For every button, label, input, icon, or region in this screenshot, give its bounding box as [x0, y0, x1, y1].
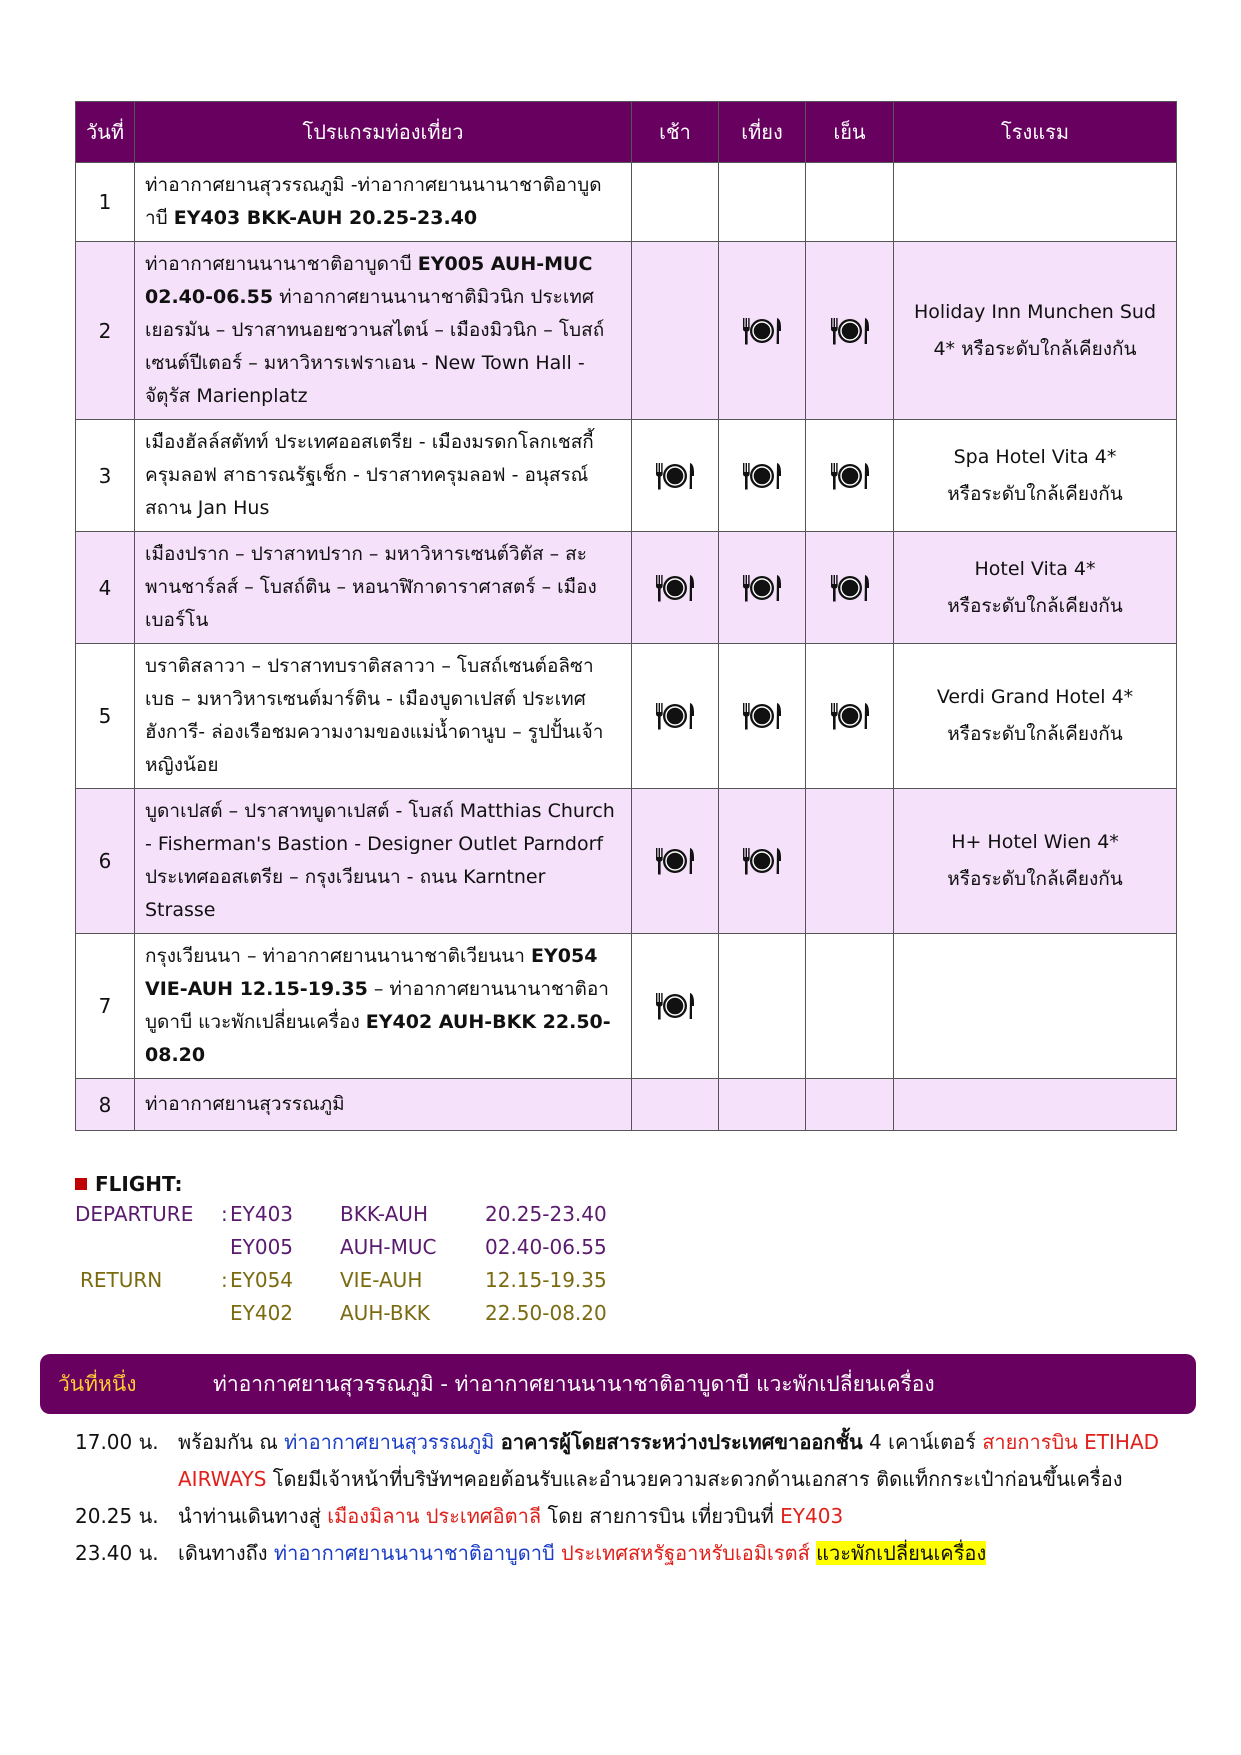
flight-code: EY402	[230, 1301, 294, 1325]
schedule-segment: ท่าอากาศยานนานาชาติอาบูดาบี	[273, 1541, 555, 1565]
schedule-segment: นำท่านเดินทางสู่	[178, 1504, 328, 1528]
hotel-name: H+ Hotel Wien 4*	[951, 831, 1119, 853]
lunch-cell	[719, 934, 806, 1079]
hotel-cell	[894, 420, 1177, 532]
dinner-cell	[806, 789, 894, 934]
table-row	[76, 644, 1177, 789]
meal-icon	[828, 573, 872, 603]
hotel-name: Hotel Vita 4*	[974, 557, 1096, 580]
program-cell	[135, 242, 632, 420]
schedule-text	[178, 1424, 1195, 1498]
flight-section	[75, 1172, 607, 1334]
day-banner	[40, 1354, 1196, 1414]
dinner-cell	[806, 1079, 894, 1131]
flight-code: EY054	[230, 1268, 294, 1292]
meal-icon	[653, 701, 697, 731]
hotel-cell	[894, 934, 1177, 1079]
day-cell: 6	[76, 789, 135, 934]
breakfast-cell	[632, 420, 719, 532]
breakfast-cell	[632, 1079, 719, 1131]
schedule-segment: แวะพักเปลี่ยนเครื่อง	[816, 1541, 987, 1565]
program-text: EY403 BKK-AUH 20.25-23.40	[173, 207, 478, 229]
hotel-name: Spa Hotel Vita 4*	[953, 445, 1117, 468]
program-cell	[135, 532, 632, 644]
program-cell	[135, 644, 632, 789]
dinner-cell	[806, 934, 894, 1079]
meal-icon	[828, 461, 872, 491]
program-text: เมืองฮัลล์สตัทท์ ประเทศออสเตรีย - เมืองมรดกโลกเชสกี้ ครุมลอฟ สาธารณรัฐเช็ก - ปราสาทครุมลอฟ - อนุสรณ์สถาน Jan Hus	[145, 431, 594, 519]
lunch-cell	[719, 420, 806, 532]
program-text: บูดาเปสต์ – ปราสาทบูดาเปสต์ - โบสถ์ Matthias Church - Fisherman's Bastion - Designer Outlet Parndorf ประเทศออสเตรีย – กรุงเวียนนา - ถนน Karntner Strasse	[145, 800, 615, 921]
flight-time: 20.25-23.40	[485, 1202, 607, 1226]
flight-code: EY005	[230, 1235, 294, 1259]
flight-row	[75, 1202, 607, 1235]
schedule-segment: อาคารผู้โดยสารระหว่างประเทศขาออกชั้น	[500, 1430, 863, 1454]
meal-icon	[828, 316, 872, 346]
day-cell: 2	[76, 242, 135, 420]
program-cell	[135, 420, 632, 532]
table-row	[76, 532, 1177, 644]
day-cell: 1	[76, 163, 135, 242]
breakfast-cell	[632, 163, 719, 242]
day-cell: 5	[76, 644, 135, 789]
header-program: โปรแกรมท่องเที่ยว	[135, 102, 632, 163]
lunch-cell	[719, 242, 806, 420]
itinerary-body	[76, 163, 1177, 1131]
meal-icon	[740, 316, 784, 346]
program-text: ท่าอากาศยานสุวรรณภูมิ	[145, 1093, 345, 1115]
lunch-cell	[719, 163, 806, 242]
dinner-cell	[806, 644, 894, 789]
dinner-cell	[806, 532, 894, 644]
dinner-cell	[806, 163, 894, 242]
meal-icon	[740, 701, 784, 731]
schedule-row	[75, 1498, 1195, 1535]
flight-rows	[75, 1202, 607, 1334]
table-row	[76, 789, 1177, 934]
hotel-note: หรือระดับใกล้เคียงกัน	[947, 482, 1123, 505]
breakfast-cell	[632, 644, 719, 789]
flight-label: DEPARTURE	[75, 1202, 194, 1226]
program-text: EY005 AUH-MUC 02.40-06.55	[145, 253, 593, 308]
flight-header	[75, 1172, 183, 1196]
meal-icon	[828, 701, 872, 731]
schedule-segment: สายการบิน ETIHAD AIRWAYS	[178, 1430, 1160, 1491]
banner-title: ท่าอากาศยานสุวรรณภูมิ - ท่าอากาศยานนานาชาติอาบูดาบี แวะพักเปลี่ยนเครื่อง	[213, 1371, 935, 1396]
meal-icon	[740, 573, 784, 603]
flight-route: AUH-MUC	[340, 1235, 437, 1259]
header-dinner: เย็น	[806, 102, 894, 163]
header-day: วันที่	[76, 102, 135, 163]
flight-time: 02.40-06.55	[485, 1235, 607, 1259]
table-header-row	[76, 102, 1177, 163]
breakfast-cell	[632, 532, 719, 644]
schedule-text	[178, 1535, 1195, 1572]
lunch-cell	[719, 1079, 806, 1131]
table-row	[76, 934, 1177, 1079]
hotel-note: หรือระดับใกล้เคียงกัน	[947, 723, 1123, 745]
flight-route: BKK-AUH	[340, 1202, 428, 1226]
flight-code: EY403	[230, 1202, 294, 1226]
meal-icon	[740, 846, 784, 876]
table-row	[76, 420, 1177, 532]
flight-sep: :	[221, 1268, 228, 1292]
bullet-square-icon	[75, 1178, 87, 1190]
schedule-time: 17.00 น.	[75, 1430, 159, 1454]
schedule-segment: ท่าอากาศยานสุวรรณภูมิ	[284, 1430, 495, 1454]
program-text: – ท่าอากาศยานนานาชาติอาบูดาบี แวะพักเปลี่ยนเครื่อง	[145, 978, 609, 1033]
meal-icon	[653, 461, 697, 491]
hotel-note: หรือระดับใกล้เคียงกัน	[947, 868, 1123, 890]
schedule-row	[75, 1535, 1195, 1572]
flight-route: AUH-BKK	[340, 1301, 430, 1325]
flight-time: 12.15-19.35	[485, 1268, 607, 1292]
breakfast-cell	[632, 934, 719, 1079]
program-text: EY054 VIE-AUH 12.15-19.35	[145, 945, 598, 1000]
flight-row	[75, 1268, 607, 1301]
program-text: บราติสลาวา – ปราสาทบราติสลาวา – โบสถ์เซนต์อลิซาเบธ – มหาวิหารเซนต์มาร์ติน - เมืองบูดาเปสต์ ประเทศฮังการี- ล่องเรือชมความงามของแม่น้ำดานูบ – รูปปั้นเจ้าหญิงน้อย	[145, 655, 604, 776]
table-row	[76, 242, 1177, 420]
schedule-time: 23.40 น.	[75, 1541, 159, 1565]
schedule-segment: พร้อมกัน ณ	[178, 1430, 285, 1454]
hotel-note: หรือระดับใกล้เคียงกัน	[947, 594, 1123, 617]
schedule-segment: เดินทางถึง	[178, 1541, 274, 1565]
lunch-cell	[719, 789, 806, 934]
flight-time: 22.50-08.20	[485, 1301, 607, 1325]
program-text: ท่าอากาศยานนานาชาติมิวนิก ประเทศเยอรมัน – ปราสาทนอยชวานสไตน์ – เมืองมิวนิก – โบสถ์เซนต์ปีเตอร์ – มหาวิหารเฟราเอน - New Town Hall - จัตุรัส Marienplatz	[145, 286, 605, 407]
day-cell: 3	[76, 420, 135, 532]
meal-icon	[653, 846, 697, 876]
lunch-cell	[719, 644, 806, 789]
schedule-row	[75, 1424, 1195, 1498]
hotel-cell	[894, 242, 1177, 420]
hotel-cell	[894, 644, 1177, 789]
day-cell: 7	[76, 934, 135, 1079]
schedule-time: 20.25 น.	[75, 1504, 159, 1528]
schedule-text	[178, 1498, 1195, 1535]
program-cell	[135, 934, 632, 1079]
program-text: EY402 AUH-BKK 22.50-08.20	[145, 1011, 611, 1066]
flight-label: RETURN	[80, 1268, 163, 1292]
flight-route: VIE-AUH	[340, 1268, 423, 1292]
program-cell	[135, 789, 632, 934]
program-cell	[135, 1079, 632, 1131]
header-hotel: โรงแรม	[894, 102, 1177, 163]
lunch-cell	[719, 532, 806, 644]
dinner-cell	[806, 242, 894, 420]
day-cell: 8	[76, 1079, 135, 1131]
banner-day: วันที่หนึ่ง	[58, 1371, 137, 1396]
itinerary-table	[75, 101, 1177, 1131]
program-text: ท่าอากาศยานนานาชาติอาบูดาบี	[145, 253, 418, 275]
flight-row	[75, 1235, 607, 1268]
hotel-name: Verdi Grand Hotel 4*	[936, 686, 1134, 708]
flight-row	[75, 1301, 607, 1334]
hotel-cell	[894, 1079, 1177, 1131]
meal-icon	[653, 991, 697, 1021]
hotel-cell	[894, 789, 1177, 934]
header-breakfast: เช้า	[632, 102, 719, 163]
schedule-segment: เมืองมิลาน ประเทศอิตาลี	[327, 1504, 542, 1528]
schedule-segment: 4 เคาน์เตอร์	[862, 1430, 983, 1454]
schedule-segment: โดย สายการบิน เที่ยวบินที่	[541, 1504, 781, 1528]
breakfast-cell	[632, 242, 719, 420]
schedule-segment: โดยมีเจ้าหน้าที่บริษัทฯคอยต้อนรับและอำนวยความสะดวกด้านเอกสาร ติดแท็กกระเป๋าก่อนขึ้นเครื่อง	[266, 1467, 1123, 1491]
schedule-segment: EY403	[780, 1504, 844, 1528]
program-text: ท่าอากาศยานสุวรรณภูมิ -ท่าอากาศยานนานาชาติอาบูดาบี	[145, 174, 602, 229]
hotel-note: 4* หรือระดับใกล้เคียงกัน	[933, 337, 1137, 360]
day-cell: 4	[76, 532, 135, 644]
program-text: เมืองปราก – ปราสาทปราก – มหาวิหารเซนต์วิตัส – สะพานชาร์ลส์ – โบสถ์ติน – หอนาฬิกาดาราศาสตร์ – เมืองเบอร์โน	[145, 543, 597, 631]
schedule	[75, 1424, 1195, 1572]
program-cell	[135, 163, 632, 242]
hotel-cell	[894, 163, 1177, 242]
flight-sep: :	[221, 1202, 228, 1226]
hotel-cell	[894, 532, 1177, 644]
table-row	[76, 1079, 1177, 1131]
table-row	[76, 163, 1177, 242]
schedule-segment: ประเทศสหรัฐอาหรับเอมิเรตส์	[561, 1541, 810, 1565]
program-text: กรุงเวียนนา – ท่าอากาศยานนานาชาติเวียนนา	[145, 945, 532, 967]
meal-icon	[740, 461, 784, 491]
flight-title: FLIGHT:	[95, 1172, 183, 1196]
breakfast-cell	[632, 789, 719, 934]
header-lunch: เที่ยง	[719, 102, 806, 163]
dinner-cell	[806, 420, 894, 532]
meal-icon	[653, 573, 697, 603]
hotel-name: Holiday Inn Munchen Sud	[913, 300, 1157, 323]
